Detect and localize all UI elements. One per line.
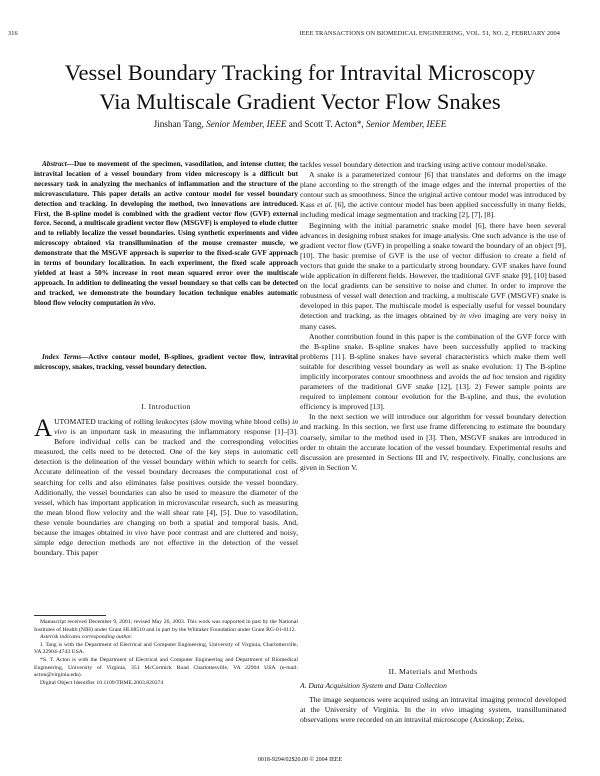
footnote-acton: *S. T. Acton is with the Department of Electrical and Computer Engineering and Department of Biomedical Engineering, University of Virginia, 351 McCormick Road Charlottesville, VA 22904 USA (e-mail: acton@virginia.edu).	[34, 656, 298, 679]
abstract-text: Due to movement of the specimen, vasodilation, and intense clutter, the intravital location of a vessel boundary from video microscopy is a difficult but necessary task in analyzing the mechanics of inflammation and the structure of the microvasculature. This paper details an active contour model for vessel boundary detection and tracking. In developing the method, two innovations are introduced. First, the B-spline model is combined with the gradient vector flow (GVF) external force. Second, a multiscale gradient vector flow (MSGVF) is employed to elude clutter and to reliably localize the vessel boundaries. Using synthetic experiments and video microscopy obtained via transillumination of the mouse cremaster muscle, we demonstrate that the MSGVF approach is superior to the fixed-scale GVF approach in terms of boundary localization. In each experiment, the fixed scale approach yielded at least a 50% increase in root mean squared error over the multiscale approach. In addition to delineating the vessel boundary so that cells can be detected and tracked, we demonstrate the boundary location technique enables automatic blood flow velocity computation	[34, 160, 298, 307]
author-line	[0, 119, 600, 129]
right-column-body	[300, 160, 566, 473]
p1-text-b: [6], the active contour model has been applied successfully in many fields, including medical image segmentation and tracking [2], [7], [8].	[300, 200, 566, 220]
footnote-manuscript: Manuscript received December 9, 2001; revised May 26, 2003. This work was supported in part by the National Institutes of Health (NIH) under Grant HL68510 and in part by the Whitaker Foundation under Grant RG-01-0112.	[34, 619, 298, 633]
title-line-1: Vessel Boundary Tracking for Intravital Microscopy	[64, 60, 536, 85]
p3-ad-hoc: ad hoc	[482, 371, 504, 381]
footnote-doi: Digital Object Identifier 10.1109/TBME.2003.820374	[40, 679, 164, 686]
footnotes	[34, 619, 298, 687]
s2-text-b: imaging system, transilluminated observations were recorded on an intravital microscope (Axioskop; Zeiss,	[300, 705, 567, 725]
drop-cap: A	[34, 415, 53, 442]
paragraph-3	[300, 332, 566, 413]
section-2-body	[300, 695, 566, 725]
abstract	[34, 160, 298, 309]
author-2-role: Senior Member, IEEE	[366, 119, 447, 129]
footnote-tang: J. Tang is with the Department of Electrical and Computer Engineering, University of Virginia, Charlottesville, VA 22904-4743 USA.	[34, 641, 298, 656]
index-terms-text: Active contour model, B-splines, gradient vector flow, intravital microscopy, snakes, tracking, vessel boundary detection.	[34, 353, 298, 371]
footnote-rule	[34, 615, 106, 616]
intro-text-a: UTOMATED tracking of rolling leukocytes (slow moving white blood cells)	[54, 417, 290, 426]
section-heading-materials: II. Materials and Methods	[388, 667, 478, 676]
author-1-role: Senior Member, IEEE	[206, 119, 287, 129]
author-2: and Scott T. Acton*,	[288, 119, 364, 129]
section-2-paragraph	[300, 695, 566, 725]
intro-in-vivo: in vivo	[54, 417, 298, 437]
p2-text-b: imaging are very noisy in many cases.	[300, 311, 567, 331]
p3-text-a: Another contribution found in this paper is the combination of the GVF force with the B-spline snake. B-spline snakes have been successfully applied to tracking problems [11]. B-spline snakes have several characteristics which make them well suitable for describing vessel boundary as well as snake evolution: 1) The B-spline implicitly incorporates contour smoothness and avoids the	[300, 331, 566, 381]
paragraph-0: tackles vessel boundary detection and tracking using active contour model/snake.	[300, 160, 548, 169]
p1-et-al: et al.	[317, 200, 333, 210]
p1-text-a: A snake is a parameterized contour [6] that translates and deforms on the image plane according to the strength of the image edges and the internal properties of the contour such as smoothness. Since the original active contour model was introduced by Kass	[300, 170, 566, 210]
index-terms-label: Index Terms—	[42, 353, 89, 361]
journal-line: IEEE TRANSACTIONS ON BIOMEDICAL ENGINEERING, VOL. 51, NO. 2, FEBRUARY 2004	[299, 30, 560, 37]
abstract-label: Abstract—	[42, 160, 74, 168]
intro-in-vivo-2: in vivo	[126, 528, 148, 538]
title-line-2: Via Multiscale Gradient Vector Flow Snakes	[99, 89, 501, 114]
subsection-heading-data: A. Data Acquisition System and Data Collection	[300, 681, 447, 690]
p2-text-a: Beginning with the initial parametric snake model [6], there have been several advances in designing robust snakes for image analysis. One such advance is the use of gradient vector flow (GVF) in propelling a snake toward the boundary of an object [9], [10]. The basic premise of GVF is the use of vector diffusion to create a field of vectors that guide the snake to a particularly strong boundary. GVF snakes have found wide application in different fields. However, the traditional GVF snake [9], [10] based on the local gradients can be sensitive to noise and clutter. In order to improve the robustness of vessel wall detection and tracking, a multiscale GVF (MSGVF) snake is developed in this paper. The multiscale model is especially useful for vessel boundary detection and tracking, as the images obtained by	[300, 220, 566, 321]
s2-text-a: The image sequences were acquired using an intravital imaging protocol developed at the University of Virginia. In the	[300, 695, 566, 715]
footnote-asterisk: Asterisk indicates corresponding author.	[40, 634, 133, 641]
abstract-in-vivo: in vivo	[133, 298, 154, 307]
p3-text-b: tension and rigidity parameters of the traditional GVF snake [12], [13]. 2) Fewer sample points are required to implement contour evolution for the B-spline, and thus, the evolution efficiency is improved [13].	[300, 371, 566, 412]
abstract-end: .	[153, 298, 156, 307]
s2-in-vivo: in vivo	[430, 705, 454, 715]
paragraph-4: In the next section we will introduce our algorithm for vessel boundary detection and tracking. In this section, we first use frame differencing to estimate the boundary coarsely, similar to the method used in [3]. Then, MSGVF snakes are introduced in order to obtain the accurate location of the vessel boundary. Experimental results and discussion are presented in Sections III and IV, respectively. Finally, conclusions are given in Section V.	[300, 412, 566, 472]
copyright-footer: 0018-9294/02$20.00 © 2004 IEEE	[257, 757, 343, 763]
section-heading-introduction: I. Introduction	[141, 402, 191, 411]
paper-title	[20, 58, 580, 116]
author-1: Jinshan Tang,	[153, 119, 204, 129]
paragraph-2	[300, 221, 566, 332]
p2-in-vivo: in vivo	[459, 311, 482, 321]
index-terms	[34, 353, 298, 373]
intro-text-b: is an important task in measuring the inflammatory response [1]–[3]. Before individual cells can be tracked and the corresponding velocities measured, the cells need to be detected. One of the key steps in automatic cell detection is the delineation of the vessel boundary within which to search for cells. Accurate delineation of the vessel boundary decreases the computational cost of searching for cells and also eliminates false positives outside the vessel boundary. Additionally, the vessel boundaries can also be used to measure the diameter of the vessel, which has important application in microvascular research, such as measuring the mean blood flow velocity and the wall shear rate [4], [5]. Due to vasodilation, these venule boundaries are changing on both a spatial and temporal basis. And, because the images obtained	[34, 427, 298, 538]
page-number: 316	[8, 30, 18, 37]
introduction-body	[34, 417, 298, 558]
intro-text-c: have poor contrast and are cluttered and noisy, simple edge detection methods are not effective in the detection of the vessel boundary. This paper	[34, 528, 298, 558]
paragraph-1	[300, 170, 566, 220]
